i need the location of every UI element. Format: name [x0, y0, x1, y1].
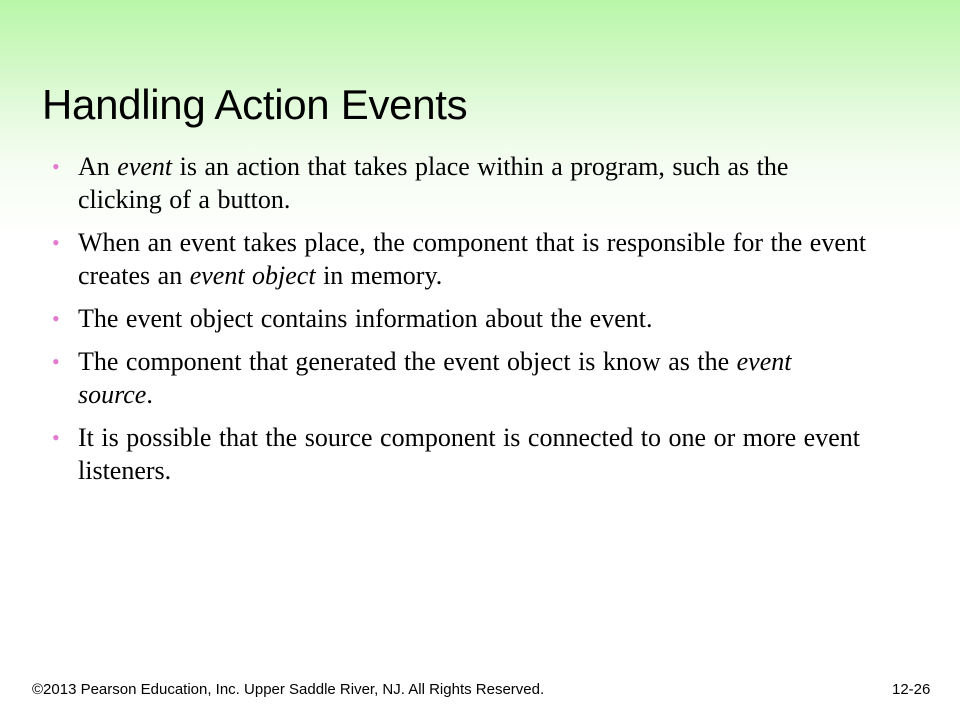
- bullet-text-emphasis: event object: [189, 261, 316, 290]
- slide-number: 12-26: [892, 681, 931, 698]
- bullet-icon: •: [52, 306, 60, 331]
- bullet-icon: •: [52, 230, 60, 255]
- bullet-text-segment: The component that generated the event object is know as the: [78, 347, 737, 376]
- bullet-item: [52, 150, 872, 216]
- bullet-text-emphasis: event source: [78, 347, 792, 409]
- bullet-text-segment: .: [146, 380, 153, 409]
- bullet-text-segment: An: [78, 152, 118, 181]
- bullet-icon: •: [52, 154, 60, 179]
- bullet-text-segment: It is possible that the source component is connected to one or more event listeners.: [78, 423, 860, 485]
- bullet-item: [52, 345, 872, 411]
- bullet-icon: •: [52, 425, 60, 450]
- bullet-item: [52, 421, 872, 487]
- bullet-text-emphasis: event: [117, 152, 173, 181]
- footer-copyright: ©2013 Pearson Education, Inc. Upper Saddle River, NJ. All Rights Reserved.: [32, 681, 545, 698]
- bullet-text-segment: is an action that takes place within a program, such as the clicking of a button.: [78, 152, 789, 214]
- bullet-text-segment: in memory.: [315, 261, 443, 290]
- slide-title: Handling Action Events: [42, 81, 468, 128]
- bullet-text-segment: When an event takes place, the component that is responsible for the event creates an: [78, 228, 867, 290]
- bullet-icon: •: [52, 349, 60, 374]
- bullet-text-segment: The event object contains information about the event.: [78, 304, 653, 333]
- bullet-list: [52, 150, 872, 497]
- bullet-item: [52, 302, 872, 335]
- bullet-item: [52, 226, 872, 292]
